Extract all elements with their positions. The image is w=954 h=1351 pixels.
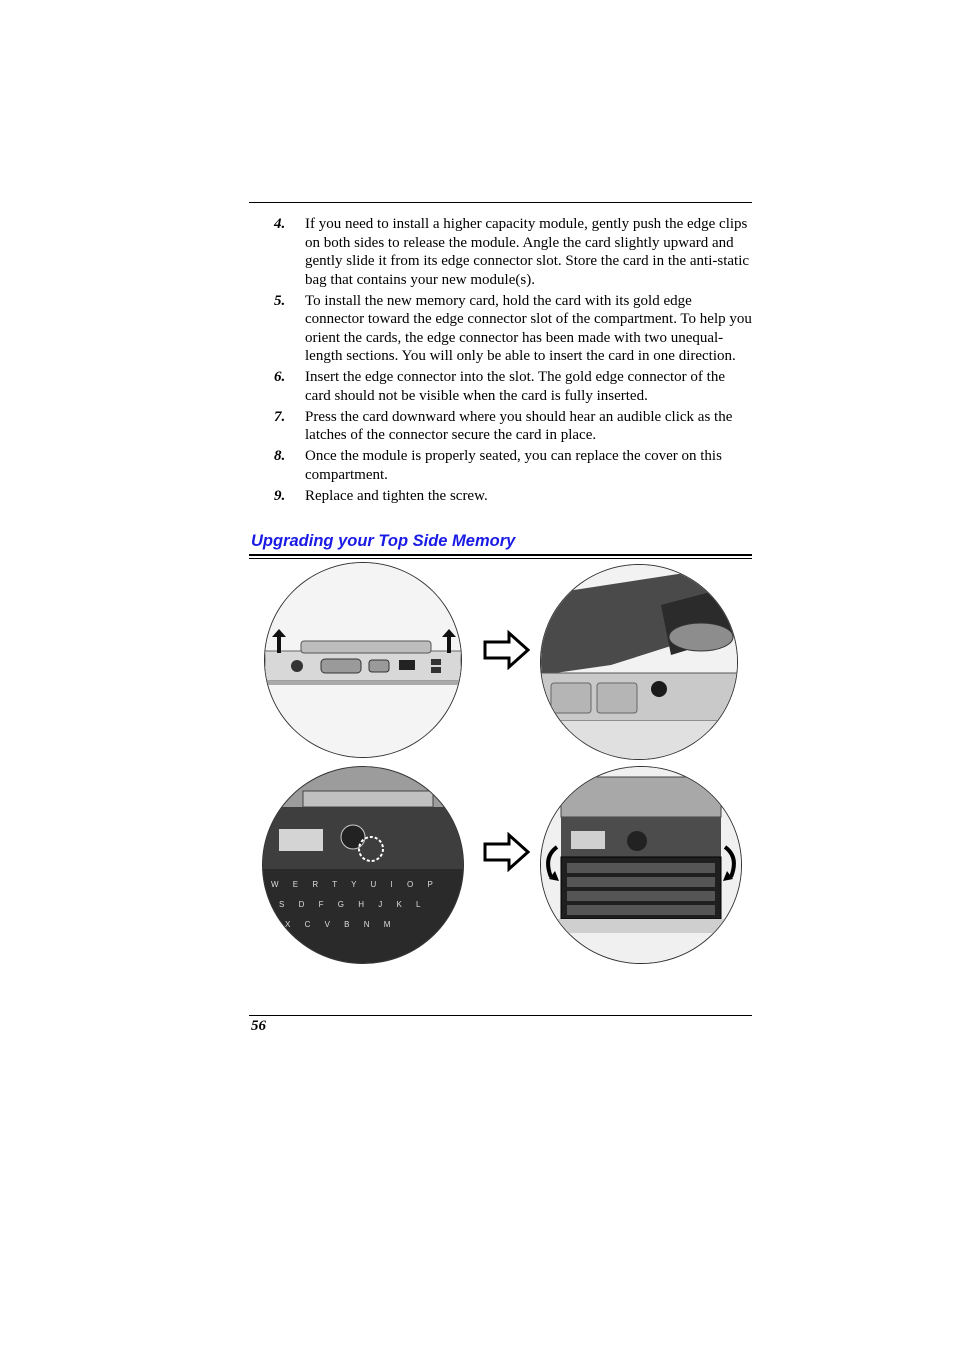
header-rule xyxy=(249,202,752,203)
step-number: 9. xyxy=(274,487,286,504)
rear-ports-photo xyxy=(264,562,462,758)
step-item xyxy=(249,447,752,484)
section-heading: Upgrading your Top Side Memory xyxy=(251,532,516,550)
heading-rule-thick xyxy=(249,554,752,556)
heading-rule-thin xyxy=(249,558,752,559)
step-item xyxy=(249,408,752,445)
hinge-cover-photo xyxy=(540,564,738,760)
keyboard-row: X C V B N M xyxy=(285,920,397,929)
step-number: 6. xyxy=(274,369,286,385)
step-item xyxy=(249,215,752,289)
step-text: Press the card downward where you should hear an audible click as the latches of the connector secure the card in place. xyxy=(305,408,733,443)
step-number: 4. xyxy=(274,216,286,232)
step-number: 7. xyxy=(274,408,286,425)
keyboard-row: W E R T Y U I O P xyxy=(271,880,439,889)
step-item xyxy=(249,292,752,366)
keyboard-lift-photo xyxy=(540,766,742,964)
step-text: To install the new memory card, hold the card with its gold edge connector toward the edge connector slot of the compartment. To help you orient the cards, the edge connector has been made with two unequal-length sections. You will only be able to insert the card in one direction. xyxy=(305,292,752,364)
keyboard-screw-photo xyxy=(262,766,464,964)
arrow-right-icon xyxy=(483,832,531,877)
keyboard-row: S D F G H J K L xyxy=(279,900,427,909)
step-text: Insert the edge connector into the slot. The gold edge connector of the card should not be visible when the card is fully inserted. xyxy=(305,369,725,404)
page-number: 56 xyxy=(251,1018,266,1034)
upgrade-illustration xyxy=(258,560,748,970)
footer-rule xyxy=(249,1015,752,1016)
arrow-right-icon xyxy=(483,630,531,675)
instruction-steps xyxy=(249,215,752,508)
step-number: 5. xyxy=(274,292,286,309)
step-text: Once the module is properly seated, you can replace the cover on this compartment. xyxy=(305,448,722,483)
step-text: If you need to install a higher capacity module, gently push the edge clips on both sides to release the module. Angle the card slightly upward and gently slide it from its edge connector slot. Store the card in the anti-static bag that contains your new module(s). xyxy=(305,216,750,288)
keyboard-keys xyxy=(271,875,461,935)
step-item xyxy=(249,487,752,506)
step-item xyxy=(249,368,752,405)
step-number: 8. xyxy=(274,448,286,464)
step-text: Replace and tighten the screw. xyxy=(305,487,488,504)
